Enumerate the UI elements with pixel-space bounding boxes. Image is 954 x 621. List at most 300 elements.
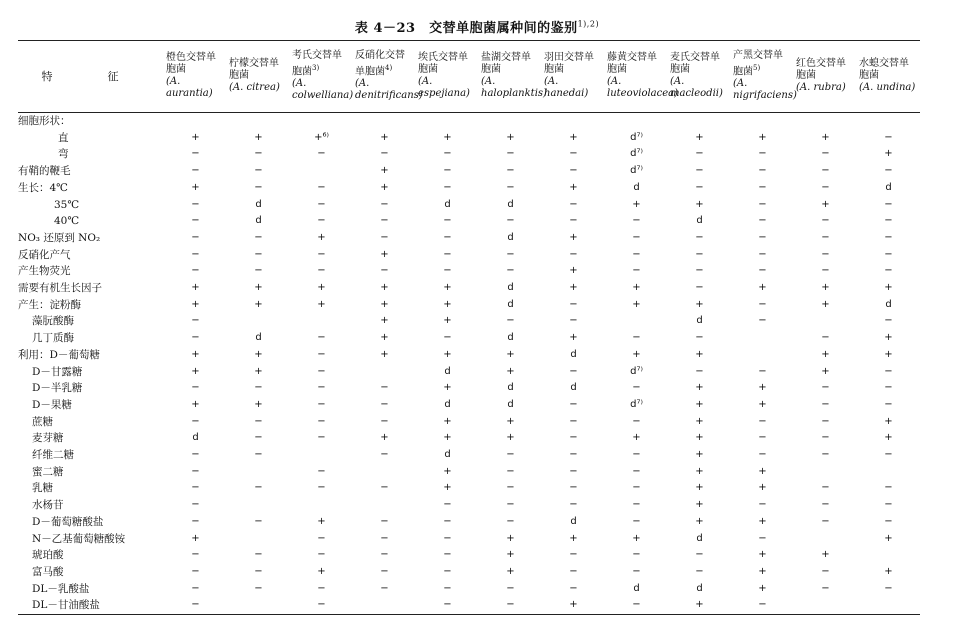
result-cell: [605, 313, 668, 330]
result-cell: +: [821, 131, 830, 143]
result-cell: +: [884, 532, 893, 544]
result-cell: −: [695, 148, 704, 160]
result-cell: −: [821, 265, 830, 277]
result-cell: −: [317, 582, 326, 594]
result-cell: −: [317, 415, 326, 427]
result-cell: −: [191, 332, 200, 344]
table-row: [18, 313, 920, 330]
result-cell: −: [884, 215, 893, 227]
table-title-text: 表 4－23 交替单胞菌属种间的鉴别: [354, 21, 578, 36]
result-cell: +: [380, 131, 389, 143]
result-cell: +: [191, 181, 200, 193]
result-cell: +: [506, 365, 515, 377]
feature-label: 细胞形状：: [18, 115, 71, 127]
result-cell: −: [884, 265, 893, 277]
result-cell: −: [191, 515, 200, 527]
result-cell: +: [884, 148, 893, 160]
result-cell: −: [569, 432, 578, 444]
result-cell: −: [821, 398, 830, 410]
feature-label: 产生：淀粉酶: [18, 298, 81, 311]
result-cell: −: [254, 382, 263, 394]
table-row: [18, 597, 920, 614]
result-cell: −: [632, 515, 641, 527]
species-note: 3): [312, 63, 320, 72]
result-cell: −: [821, 181, 830, 193]
result-cell: [353, 597, 416, 614]
result-cell: −: [632, 499, 641, 511]
result-cell: d: [444, 449, 451, 461]
result-cell: −: [569, 165, 578, 177]
result-cell: −: [569, 148, 578, 160]
result-cell: −: [821, 248, 830, 260]
result-cell: d: [885, 298, 892, 310]
result-cell: +: [632, 432, 641, 444]
result-cell: −: [632, 231, 641, 243]
result-cell: −: [191, 415, 200, 427]
result-cell: [731, 113, 794, 130]
table-row: [18, 414, 920, 431]
result-cell: −: [884, 165, 893, 177]
species-column-header: [605, 41, 679, 113]
result-cell: +: [821, 198, 830, 210]
result-cell: −: [695, 549, 704, 561]
table-row: [18, 497, 920, 514]
result-cell: d: [444, 198, 451, 210]
result-cell: −: [569, 549, 578, 561]
result-cell: d: [192, 432, 199, 444]
result-cell: −: [506, 181, 515, 193]
result-cell: +: [443, 348, 452, 360]
species-column-header: [164, 41, 227, 113]
result-cell: −: [380, 515, 389, 527]
table-row: [18, 130, 920, 147]
result-cell: −: [758, 499, 767, 511]
result-cell: −: [632, 382, 641, 394]
result-cell: −: [758, 248, 767, 260]
result-cell: d: [507, 231, 514, 243]
result-cell: +: [317, 298, 326, 310]
result-cell: −: [317, 549, 326, 561]
result-cell: +: [443, 482, 452, 494]
result-cell: [227, 464, 290, 481]
result-cell: −: [506, 315, 515, 327]
result-cell: [290, 497, 353, 514]
table-row: [18, 146, 920, 163]
species-name: 麦氏交替单胞菌: [670, 52, 720, 75]
result-cell: −: [506, 215, 515, 227]
result-cell: −: [506, 599, 515, 611]
result-cell: −: [506, 165, 515, 177]
species-scientific-name: (A. rubra): [796, 82, 846, 93]
species-scientific-name: (A. colwelliana): [292, 78, 354, 102]
result-cell: −: [758, 265, 767, 277]
result-cell: −: [380, 449, 389, 461]
table-row: [18, 330, 920, 347]
result-cell: [542, 113, 605, 130]
result-cell: −: [380, 565, 389, 577]
result-cell: −: [380, 198, 389, 210]
result-cell: [731, 347, 794, 364]
species-name: 考氏交替单胞菌$^{3)}$: [292, 49, 342, 78]
result-cell: +: [254, 348, 263, 360]
result-cell: d: [507, 398, 514, 410]
result-cell: −: [443, 265, 452, 277]
feature-label: DL－甘油酸盐: [32, 599, 100, 612]
result-cell: −: [380, 215, 389, 227]
result-cell: −: [443, 515, 452, 527]
result-cell: +: [569, 282, 578, 294]
result-cell: −: [569, 499, 578, 511]
result-cell: +: [254, 365, 263, 377]
result-cell: +: [695, 198, 704, 210]
result-cell: −: [443, 599, 452, 611]
result-cell: [290, 313, 353, 330]
result-cell: −: [695, 282, 704, 294]
table-header-row: [18, 41, 920, 113]
result-cell: −: [254, 415, 263, 427]
result-cell: −: [254, 265, 263, 277]
result-cell: −: [380, 415, 389, 427]
result-cell: −: [317, 198, 326, 210]
result-cell: +: [884, 332, 893, 344]
result-cell: d: [633, 181, 640, 193]
species-scientific-name: (A. espejiana): [418, 76, 470, 99]
result-cell: −: [569, 315, 578, 327]
feature-label: D－葡萄糖酸盐: [32, 515, 104, 528]
result-cell: +: [443, 282, 452, 294]
table-row: [18, 464, 920, 481]
result-cell: [794, 464, 857, 481]
species-column-header: [416, 41, 479, 113]
result-cell: +: [569, 265, 578, 277]
result-cell: −: [821, 499, 830, 511]
result-cell: −: [317, 432, 326, 444]
species-scientific-name: (A. nigrifaciens): [733, 78, 797, 102]
species-name: 产黑交替单胞菌$^{5)}$: [733, 49, 783, 78]
result-cell: +: [506, 565, 515, 577]
feature-label: 40℃: [54, 215, 80, 228]
result-cell: +: [569, 181, 578, 193]
result-cell: −: [632, 482, 641, 494]
result-cell: −: [254, 549, 263, 561]
result-cell: −: [254, 148, 263, 160]
result-cell: +: [821, 348, 830, 360]
species-name: 水螅交替单胞菌: [859, 58, 909, 81]
result-cell: +: [632, 348, 641, 360]
table-row: [18, 514, 920, 531]
result-cell: +: [191, 298, 200, 310]
result-cell: −: [506, 148, 515, 160]
result-cell: −: [758, 432, 767, 444]
table-title: [0, 17, 954, 36]
result-cell: d: [255, 215, 262, 227]
species-scientific-name: (A. aurantia): [166, 76, 213, 99]
result-cell: −: [569, 298, 578, 310]
species-column-header: [794, 41, 857, 113]
result-cell: [731, 330, 794, 347]
result-cell: −: [632, 599, 641, 611]
result-cell: −: [569, 415, 578, 427]
result-cell: d: [507, 198, 514, 210]
result-cell: +: [380, 332, 389, 344]
table-row: [18, 531, 920, 548]
result-cell: +: [380, 181, 389, 193]
result-cell: +: [695, 298, 704, 310]
result-cell: −: [254, 482, 263, 494]
species-column-header: [731, 41, 797, 113]
result-cell: −: [317, 181, 326, 193]
result-cell: −: [191, 482, 200, 494]
feature-label: D－半乳糖: [32, 382, 83, 395]
result-cell: +: [254, 298, 263, 310]
result-cell: −: [884, 131, 893, 143]
result-cell: −: [443, 248, 452, 260]
result-cell: +: [191, 398, 200, 410]
result-cell: [290, 447, 353, 464]
result-cell: −: [380, 549, 389, 561]
feature-label: D－果糖: [32, 398, 72, 411]
result-cell: +: [632, 198, 641, 210]
result-cell: +: [758, 398, 767, 410]
result-cell: +: [758, 482, 767, 494]
table-row: [18, 397, 920, 414]
species-scientific-name: (A. denitrificans): [355, 78, 423, 102]
result-cell: −: [254, 432, 263, 444]
result-cell: −: [884, 315, 893, 327]
table-row: [18, 113, 920, 130]
result-cell: −: [695, 181, 704, 193]
result-cell: [290, 113, 353, 130]
result-cell: [353, 497, 416, 514]
result-cell: −: [884, 231, 893, 243]
result-cell: d: [507, 332, 514, 344]
result-cell: +: [695, 382, 704, 394]
table-row: [18, 430, 920, 447]
result-cell: −: [443, 499, 452, 511]
result-cell: −: [569, 198, 578, 210]
result-cell: d: [444, 365, 451, 377]
result-cell: [227, 597, 290, 614]
result-cell: −: [884, 515, 893, 527]
result-cell: −: [695, 231, 704, 243]
result-cell: +: [506, 532, 515, 544]
feature-label: 几丁质酶: [32, 332, 74, 345]
feature-label: 麦芽糖: [32, 432, 64, 445]
feature-label: 水杨苷: [32, 499, 64, 512]
result-cell: d⁷⁾: [630, 165, 643, 177]
result-cell: −: [254, 515, 263, 527]
result-cell: d: [885, 181, 892, 193]
result-cell: [794, 313, 857, 330]
feature-label: 产生物荧光: [18, 265, 71, 278]
result-cell: d: [570, 348, 577, 360]
result-cell: +: [758, 515, 767, 527]
result-cell: −: [821, 148, 830, 160]
result-cell: −: [317, 465, 326, 477]
result-cell: +: [569, 599, 578, 611]
feature-label: DL－乳酸盐: [32, 582, 90, 595]
result-cell: −: [506, 499, 515, 511]
result-cell: −: [632, 248, 641, 260]
species-name: 盐湖交替单胞菌: [481, 52, 531, 75]
result-cell: −: [758, 599, 767, 611]
result-cell: −: [380, 382, 389, 394]
result-cell: +: [884, 432, 893, 444]
result-cell: −: [569, 482, 578, 494]
result-cell: −: [632, 332, 641, 344]
result-cell: +: [632, 282, 641, 294]
result-cell: d: [255, 198, 262, 210]
result-cell: +: [695, 432, 704, 444]
result-cell: −: [506, 482, 515, 494]
result-cell: −: [821, 565, 830, 577]
result-cell: −: [191, 549, 200, 561]
result-cell: +: [821, 365, 830, 377]
result-cell: −: [884, 365, 893, 377]
result-cell: −: [569, 398, 578, 410]
result-cell: −: [758, 449, 767, 461]
result-cell: −: [254, 181, 263, 193]
table-row: [18, 564, 920, 581]
result-cell: −: [317, 365, 326, 377]
result-cell: +: [506, 432, 515, 444]
result-cell: +: [443, 415, 452, 427]
result-cell: −: [380, 398, 389, 410]
result-cell: +: [569, 131, 578, 143]
result-cell: −: [569, 449, 578, 461]
result-cell: −: [821, 382, 830, 394]
result-cell: −: [317, 482, 326, 494]
result-cell: +: [380, 282, 389, 294]
result-cell: −: [632, 565, 641, 577]
result-cell: −: [821, 165, 830, 177]
result-cell: +: [632, 532, 641, 544]
feature-label: N－乙基葡萄糖酸铵: [32, 532, 126, 545]
species-name: 羽田交替单胞菌: [544, 52, 594, 75]
result-cell: +: [254, 131, 263, 143]
species-scientific-name: (A. undina): [859, 82, 916, 93]
result-cell: +: [380, 315, 389, 327]
feature-label: 乳糖: [32, 482, 53, 495]
result-cell: +: [884, 282, 893, 294]
result-cell: +: [569, 532, 578, 544]
result-cell: −: [443, 165, 452, 177]
result-cell: −: [821, 332, 830, 344]
table-row: [18, 480, 920, 497]
result-cell: −: [254, 248, 263, 260]
result-cell: d: [570, 382, 577, 394]
species-scientific-name: (A. luteoviolacea): [607, 76, 679, 99]
result-cell: d: [507, 282, 514, 294]
result-cell: −: [443, 332, 452, 344]
table-title-notes: 1),2): [577, 19, 600, 29]
table-row: [18, 247, 920, 264]
result-cell: −: [758, 215, 767, 227]
result-cell: +: [569, 332, 578, 344]
result-cell: +: [758, 382, 767, 394]
result-cell: −: [317, 398, 326, 410]
result-cell: +: [695, 599, 704, 611]
result-cell: −: [821, 432, 830, 444]
species-column-header: [668, 41, 731, 113]
result-cell: +⁶⁾: [314, 131, 329, 143]
result-cell: +: [254, 398, 263, 410]
result-cell: d: [255, 332, 262, 344]
result-cell: +: [695, 499, 704, 511]
result-cell: +: [695, 131, 704, 143]
result-cell: −: [191, 582, 200, 594]
result-cell: −: [317, 332, 326, 344]
result-cell: [227, 497, 290, 514]
result-cell: [668, 113, 731, 130]
result-cell: −: [758, 231, 767, 243]
result-cell: −: [821, 482, 830, 494]
result-cell: −: [758, 532, 767, 544]
result-cell: [227, 113, 290, 130]
result-cell: +: [380, 165, 389, 177]
result-cell: −: [569, 582, 578, 594]
result-cell: +: [506, 549, 515, 561]
result-cell: d⁷⁾: [630, 398, 643, 410]
result-cell: +: [317, 282, 326, 294]
result-cell: −: [506, 449, 515, 461]
result-cell: −: [191, 231, 200, 243]
result-cell: −: [191, 248, 200, 260]
result-cell: [353, 113, 416, 130]
table-row: [18, 364, 920, 381]
result-cell: +: [695, 348, 704, 360]
table-row: [18, 581, 920, 598]
result-cell: +: [821, 298, 830, 310]
result-cell: +: [821, 549, 830, 561]
result-cell: −: [884, 198, 893, 210]
feature-label: 蜜二糖: [32, 465, 64, 478]
species-scientific-name: (A. haloplanktis): [481, 76, 547, 99]
result-cell: −: [632, 215, 641, 227]
result-cell: −: [758, 298, 767, 310]
result-cell: −: [254, 449, 263, 461]
result-cell: −: [821, 582, 830, 594]
species-note: 5): [753, 63, 761, 72]
feature-label: 琥珀酸: [32, 549, 64, 562]
result-cell: −: [317, 348, 326, 360]
result-cell: +: [758, 549, 767, 561]
result-cell: −: [191, 165, 200, 177]
result-cell: −: [884, 382, 893, 394]
result-cell: −: [443, 148, 452, 160]
result-cell: −: [884, 398, 893, 410]
result-cell: d⁷⁾: [630, 131, 643, 143]
result-cell: −: [443, 231, 452, 243]
result-cell: d: [570, 515, 577, 527]
result-cell: +: [443, 465, 452, 477]
result-cell: −: [506, 515, 515, 527]
result-cell: [353, 364, 416, 381]
result-cell: +: [695, 398, 704, 410]
result-cell: d: [696, 582, 703, 594]
result-cell: d⁷⁾: [630, 365, 643, 377]
result-cell: [164, 113, 227, 130]
result-cell: d: [696, 215, 703, 227]
result-cell: [857, 597, 920, 614]
result-cell: +: [632, 298, 641, 310]
result-cell: +: [191, 532, 200, 544]
table-row: [18, 547, 920, 564]
result-cell: −: [569, 465, 578, 477]
result-cell: −: [443, 215, 452, 227]
identification-table: [18, 40, 920, 615]
result-cell: +: [506, 348, 515, 360]
